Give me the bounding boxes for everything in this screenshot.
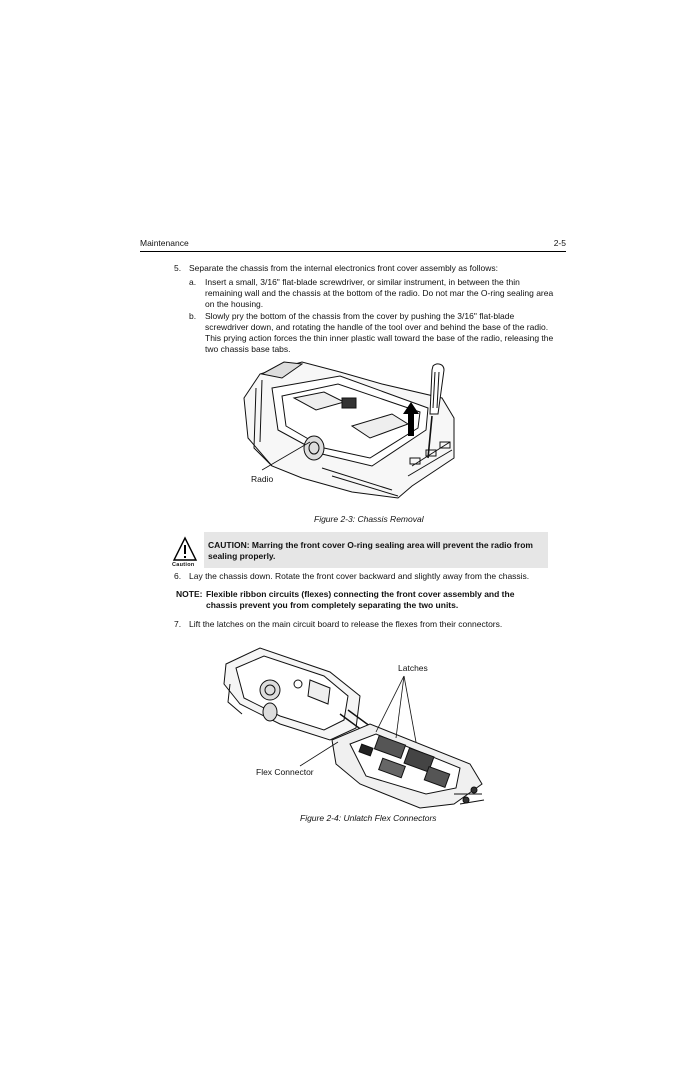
figure-4-callout-latches: Latches — [398, 663, 428, 673]
note-line-2: chassis prevent you from completely separating the two units. — [206, 600, 459, 610]
step-7-number: 7. — [174, 619, 182, 629]
figure-3-callout-radio: Radio — [251, 474, 274, 484]
step-5a-text — [205, 277, 553, 310]
figure-3-caption: Figure 2-3: Chassis Removal — [314, 514, 424, 524]
caution-line-2: sealing properly. — [208, 551, 276, 561]
caution-text — [208, 540, 548, 562]
step-5b-text — [205, 311, 553, 355]
note-line-1: Flexible ribbon circuits (flexes) connecting the front cover assembly and the — [206, 589, 515, 599]
step-5b-line-3: This prying action forces the thin inner plastic wall toward the base of the radio, releasing the — [205, 333, 554, 343]
step-7-text: Lift the latches on the main circuit board to release the flexes from their connectors. — [189, 619, 503, 629]
step-6-number: 6. — [174, 571, 182, 581]
step-5a-line-1: Insert a small, 3/16" flat-blade screwdriver, or similar instrument, in between the thin — [205, 277, 520, 287]
step-5b-line-4: two chassis base tabs. — [205, 344, 291, 354]
step-5b-line-1: Slowly pry the bottom of the chassis from the cover by pushing the 3/16" flat-blade — [205, 311, 515, 321]
step-5a-line-3: on the housing. — [205, 299, 264, 309]
step-5b-label: b. — [189, 311, 197, 321]
note-text — [206, 589, 566, 611]
step-6-text: Lay the chassis down. Rotate the front cover backward and slightly away from the chassis. — [189, 571, 530, 581]
step-5b-line-2: screwdriver down, and rotating the handle of the tool over and behind the base of the radio. — [205, 322, 549, 332]
caution-line-1: CAUTION: Marring the front cover O-ring sealing area will prevent the radio from — [208, 540, 533, 550]
header-rule — [140, 251, 566, 252]
note-label: NOTE: — [176, 589, 203, 599]
section-title: Maintenance — [140, 238, 189, 248]
chassis-removal-illustration — [232, 358, 472, 508]
step-5-text: Separate the chassis from the internal electronics front cover assembly as follows: — [189, 263, 498, 273]
figure-4-callout-flex-connector: Flex Connector — [256, 767, 314, 777]
page-header — [140, 238, 566, 250]
page-number: 2-5 — [553, 238, 566, 248]
step-5-number: 5. — [174, 263, 182, 273]
figure-4-caption: Figure 2-4: Unlatch Flex Connectors — [300, 813, 437, 823]
step-5a-line-2: remaining wall and the chassis at the bottom of the radio. Do not mar the O-ring sealing area — [205, 288, 554, 298]
caution-icon-label: Caution — [172, 562, 195, 568]
flex-connectors-illustration — [220, 644, 490, 814]
step-5a-label: a. — [189, 277, 197, 287]
